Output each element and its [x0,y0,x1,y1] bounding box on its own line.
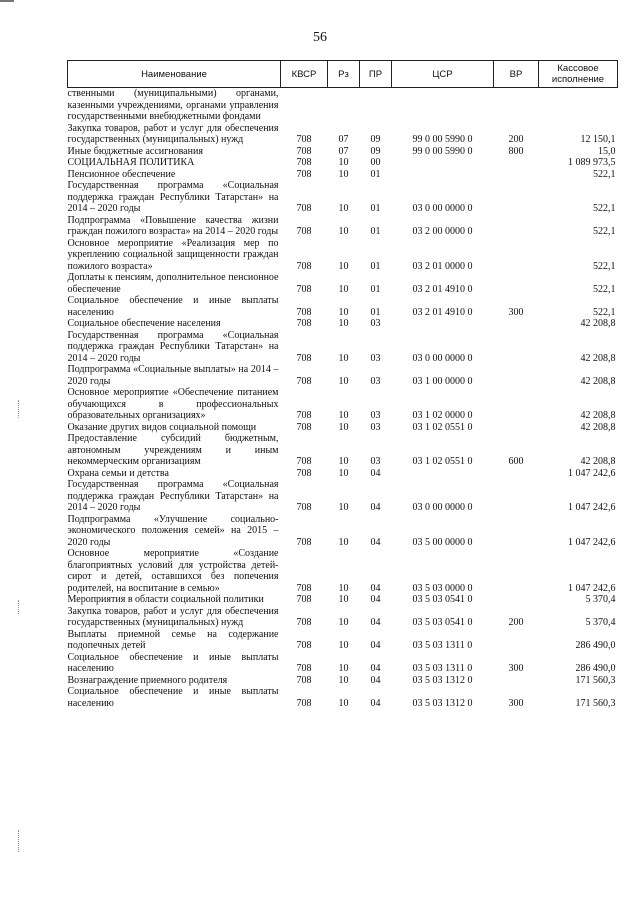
cell-amount: 42 208,8 [580,421,616,433]
cell-vr [494,514,539,549]
cell-csr: 99 0 00 5990 0 [412,145,473,157]
header-amount: Кассовое исполнение [539,61,618,88]
table-row [68,606,618,629]
cell-pr: 01 [370,203,381,214]
header-vr: ВР [494,61,539,88]
cell-amount: 1 047 242,6 [568,536,616,548]
cell-amount: 5 370,4 [585,594,616,605]
table-row [68,652,618,675]
table-row [68,548,618,594]
cell-pr: 04 [370,663,381,674]
cell-csr: 03 5 03 1312 0 [412,697,473,709]
cell-name: Подпрограмма «Социальные выплаты» на 2014 – 2020 годы [67,364,279,387]
cell-csr: 03 1 02 0000 0 [412,410,473,421]
cell-csr: 03 5 03 1311 0 [412,640,473,651]
cell-rz: 10 [338,226,349,237]
cell-rz: 10 [338,352,349,364]
header-pr: ПР [360,61,392,88]
cell-name: Основное мероприятие «Обеспечение питанием обучающихся в профессиональных образовательных организациях» [67,387,279,421]
cell-pr: 01 [370,306,381,318]
cell-kvsr: 708 [296,467,312,479]
cell-name: Иные бюджетные ассигнования [67,145,203,157]
cell-kvsr: 708 [296,502,312,513]
cell-vr: 200 [508,617,524,628]
cell-amount: 522,1 [593,283,616,295]
cell-kvsr: 708 [296,352,312,364]
cell-amount: 522,1 [593,226,616,237]
cell-amount: 42 208,8 [580,352,616,364]
cell-kvsr: 708 [296,145,312,157]
cell-kvsr: 708 [296,226,312,237]
cell-amount: 42 208,8 [580,456,616,467]
cell-csr: 03 5 03 1311 0 [412,663,473,674]
scan-margin-mark [18,400,20,418]
table-row [68,387,618,422]
cell-rz: 10 [338,203,349,214]
cell-kvsr [281,88,328,123]
cell-vr [494,548,539,594]
page-number: 56 [313,30,327,45]
table-row [68,468,618,480]
cell-rz: 10 [338,594,349,605]
cell-vr [494,330,539,365]
cell-csr [392,88,494,123]
cell-kvsr: 708 [296,203,312,214]
cell-vr: 600 [508,456,524,467]
cell-csr: 03 5 00 0000 0 [412,536,473,548]
cell-vr: 300 [508,697,524,709]
cell-kvsr: 708 [296,410,312,421]
cell-pr: 04 [370,674,381,686]
cell-name: Выплаты приемной семье на содержание подопечных детей [67,628,279,651]
table-row [68,169,618,181]
table-body [68,88,618,710]
cell-amount [539,88,618,123]
cell-csr: 03 0 00 0000 0 [412,502,473,513]
cell-csr: 03 1 02 0551 0 [412,456,473,467]
cell-csr: 03 2 01 4910 0 [412,283,473,295]
cell-csr: 03 2 01 0000 0 [412,260,473,272]
cell-pr: 01 [370,168,381,180]
cell-vr [494,387,539,422]
table-row [68,318,618,330]
cell-csr: 03 2 01 4910 0 [412,306,473,318]
cell-kvsr: 708 [296,260,312,272]
cell-name: Основное мероприятие «Создание благоприятных условий для устройства детей-сирот и детей, оставшихся без попечения родителей, на воспитание в семью» [67,548,279,594]
cell-name: Основное мероприятие «Реализация мер по укреплению социальной защищенности граждан пожилого возраста» [67,237,279,272]
cell-vr [494,594,539,606]
cell-name: ственными (муниципальными) органами, казенными учреждениями, органами управления государственными внебюджетными фондами [67,88,279,122]
cell-vr [494,364,539,387]
table-row [68,330,618,365]
cell-rz: 10 [338,456,349,467]
cell-csr [392,157,494,169]
header-csr: ЦСР [392,61,494,88]
cell-pr: 03 [370,375,381,387]
cell-name: Доплаты к пенсиям, дополнительное пенсионное обеспечение [67,272,279,295]
cell-name: Закупка товаров, работ и услуг для обеспечения государственных (муниципальных) нужд [67,605,279,628]
cell-rz: 10 [338,617,349,628]
header-kvsr: КВСР [281,61,328,88]
cell-vr [494,169,539,181]
table-row [68,433,618,468]
cell-pr: 04 [370,536,381,548]
cell-name: Оказание других видов социальной помощи [67,421,257,433]
cell-vr [494,675,539,687]
cell-csr [392,318,494,330]
cell-kvsr: 708 [296,168,312,180]
cell-name: Пенсионное обеспечение [67,168,176,180]
cell-kvsr: 708 [296,640,312,651]
cell-amount: 171 560,3 [575,697,616,709]
cell-pr: 03 [370,352,381,364]
cell-rz: 10 [338,467,349,479]
cell-amount: 522,1 [593,260,616,272]
cell-rz: 10 [338,157,349,168]
cell-vr [494,468,539,480]
scan-edge-mark [0,0,14,2]
cell-amount: 522,1 [593,168,616,180]
cell-kvsr: 708 [296,582,312,594]
cell-csr: 03 0 00 0000 0 [412,352,473,364]
cell-name: Государственная программа «Социальная поддержка граждан Республики Татарстан» на 2014 – 2020 годы [67,180,279,214]
cell-vr: 300 [508,306,524,318]
cell-csr: 03 1 00 0000 0 [412,375,473,387]
cell-pr: 04 [370,582,381,594]
cell-name: Закупка товаров, работ и услуг для обеспечения государственных (муниципальных) нужд [67,122,279,145]
cell-name: Социальное обеспечение и иные выплаты населению [67,651,279,674]
cell-csr: 03 2 00 0000 0 [412,226,473,237]
cell-rz: 10 [338,640,349,651]
cell-kvsr: 708 [296,594,312,605]
cell-rz: 10 [338,260,349,272]
cell-pr: 03 [370,318,381,329]
cell-name: Предоставление субсидий бюджетным, автономным учреждениям и иным некоммерческим организациям [67,433,279,467]
cell-kvsr: 708 [296,663,312,674]
cell-amount: 5 370,4 [585,617,616,628]
cell-vr [494,215,539,238]
table-row [68,594,618,606]
cell-amount: 1 089 973,5 [568,157,616,168]
cell-rz: 10 [338,306,349,318]
cell-pr: 03 [370,421,381,433]
header-rz: Рз [328,61,360,88]
table-row [68,123,618,146]
cell-vr [494,157,539,169]
cell-name: Охрана семьи и детства [67,467,169,479]
cell-pr: 03 [370,410,381,421]
cell-pr: 01 [370,226,381,237]
cell-rz: 07 [338,134,349,145]
cell-kvsr: 708 [296,375,312,387]
cell-rz: 10 [338,663,349,674]
cell-name: Социальное обеспечение и иные выплаты населению [67,295,279,318]
cell-vr [494,180,539,215]
table-row [68,272,618,295]
cell-pr: 04 [370,697,381,709]
cell-name: Государственная программа «Социальная поддержка граждан Республики Татарстан» на 2014 – 2020 годы [67,479,279,513]
cell-csr: 03 1 02 0551 0 [412,421,473,433]
cell-amount: 1 047 242,6 [568,467,616,479]
cell-name: Социальное обеспечение и иные выплаты населению [67,686,279,709]
table-row [68,479,618,514]
cell-kvsr: 708 [296,421,312,433]
cell-pr: 03 [370,456,381,467]
cell-kvsr: 708 [296,617,312,628]
table-row [68,422,618,434]
cell-vr [494,272,539,295]
cell-rz: 10 [338,697,349,709]
cell-rz: 10 [338,421,349,433]
cell-vr [494,479,539,514]
cell-name: СОЦИАЛЬНАЯ ПОЛИТИКА [67,157,195,168]
cell-csr: 03 0 00 0000 0 [412,203,473,214]
cell-kvsr: 708 [296,674,312,686]
table-row [68,514,618,549]
table-row [68,146,618,158]
cell-rz: 10 [338,283,349,295]
cell-pr: 04 [370,617,381,628]
cell-amount: 15,0 [598,145,616,157]
cell-csr: 03 5 03 0541 0 [412,594,473,605]
table-row [68,238,618,273]
cell-rz: 10 [338,375,349,387]
cell-name: Мероприятия в области социальной политики [67,594,264,605]
cell-kvsr: 708 [296,157,312,168]
budget-execution-table [67,60,618,709]
cell-vr [494,88,539,123]
cell-name: Подпрограмма «Улучшение социально-экономического положения семей» на 2015 – 2020 годы [67,513,279,548]
table-row [68,180,618,215]
cell-csr: 03 5 03 0541 0 [412,617,473,628]
cell-amount: 171 560,3 [575,674,616,686]
cell-kvsr: 708 [296,318,312,329]
cell-rz: 10 [338,502,349,513]
cell-amount: 522,1 [593,203,616,214]
cell-amount: 1 047 242,6 [568,582,616,594]
cell-kvsr: 708 [296,306,312,318]
cell-pr: 04 [370,594,381,605]
cell-kvsr: 708 [296,456,312,467]
cell-kvsr: 708 [296,134,312,145]
cell-amount: 1 047 242,6 [568,502,616,513]
table-row [68,364,618,387]
cell-name: Социальное обеспечение населения [67,318,221,329]
cell-amount: 42 208,8 [580,410,616,421]
cell-vr: 300 [508,663,524,674]
cell-name: Государственная программа «Социальная поддержка граждан Республики Татарстан» на 2014 – 2020 годы [67,329,279,364]
cell-pr: 04 [370,502,381,513]
cell-rz: 10 [338,582,349,594]
cell-kvsr: 708 [296,536,312,548]
cell-pr: 04 [370,467,381,479]
cell-pr: 01 [370,260,381,272]
cell-pr: 04 [370,640,381,651]
cell-kvsr: 708 [296,283,312,295]
cell-vr: 800 [508,145,524,157]
cell-csr: 03 5 03 0000 0 [412,582,473,594]
table-row [68,629,618,652]
cell-rz [328,88,360,123]
cell-rz: 10 [338,318,349,329]
cell-amount: 286 490,0 [575,640,616,651]
cell-csr [392,169,494,181]
table-row [68,88,618,123]
scan-margin-mark [18,600,20,614]
table-row [68,675,618,687]
cell-amount: 12 150,1 [580,134,616,145]
cell-rz: 10 [338,168,349,180]
cell-rz: 10 [338,536,349,548]
table-row [68,215,618,238]
table-row [68,157,618,169]
cell-name: Подпрограмма «Повышение качества жизни граждан пожилого возраста» на 2014 – 2020 годы [67,214,279,237]
cell-pr: 09 [370,145,381,157]
cell-rz: 07 [338,145,349,157]
cell-pr: 01 [370,283,381,295]
cell-csr: 99 0 00 5990 0 [412,134,473,145]
cell-csr: 03 5 03 1312 0 [412,674,473,686]
table-row [68,686,618,709]
cell-rz: 10 [338,674,349,686]
cell-amount: 42 208,8 [580,318,616,329]
cell-vr [494,238,539,273]
cell-rz: 10 [338,410,349,421]
scan-margin-mark [18,830,20,852]
cell-pr: 00 [370,157,381,168]
cell-amount: 286 490,0 [575,663,616,674]
cell-amount: 522,1 [593,306,616,318]
cell-pr: 09 [370,134,381,145]
cell-kvsr: 708 [296,697,312,709]
cell-csr [392,468,494,480]
cell-vr [494,318,539,330]
cell-vr [494,422,539,434]
cell-vr: 200 [508,134,524,145]
cell-amount: 42 208,8 [580,375,616,387]
cell-vr [494,629,539,652]
cell-pr [360,88,392,123]
cell-name: Вознаграждение приемного родителя [67,674,228,686]
table-row [68,295,618,318]
table-header-row [68,61,618,88]
header-name: Наименование [68,61,281,88]
